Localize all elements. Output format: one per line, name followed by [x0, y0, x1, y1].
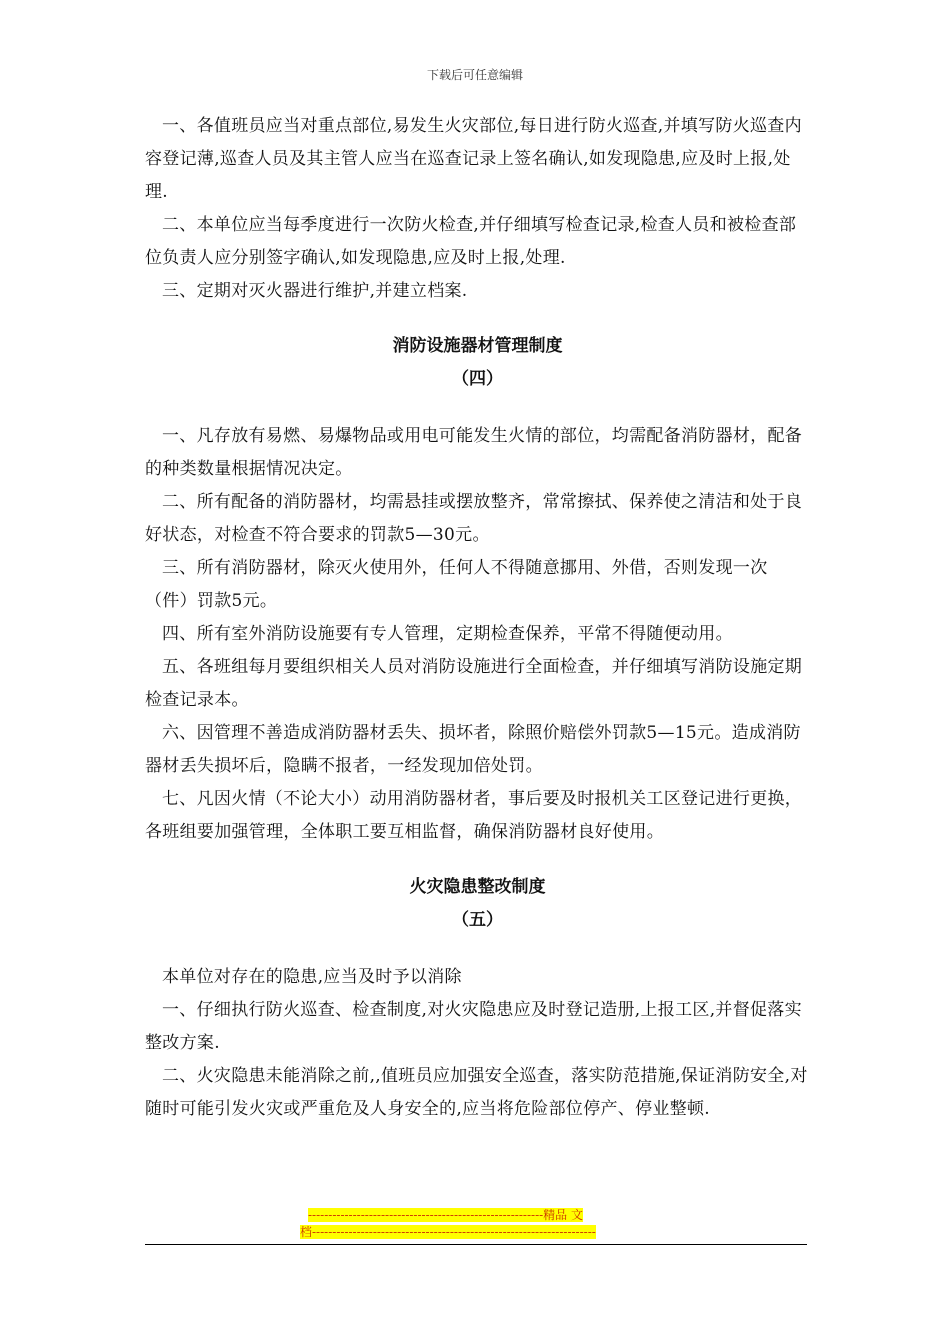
- section-number: （五）: [452, 910, 503, 930]
- paragraph: 二、本单位应当每季度进行一次防火检查,并仔细填写检查记录,检查人员和被检查部位负责人应分别签字确认,如发现隐患,应及时上报,处理.: [145, 215, 797, 268]
- paragraph: 三、定期对灭火器进行维护,并建立档案.: [162, 281, 468, 301]
- section-title: 火灾隐患整改制度: [409, 877, 546, 897]
- section-title: 消防设施器材管理制度: [392, 336, 563, 356]
- paragraph: 一、各值班员应当对重点部位,易发生火灾部位,每日进行防火巡查,并填写防火巡查内容登记薄,巡查人员及其主管人应当在巡查记录上签名确认,如发现隐患,应及时上报,处理.: [145, 116, 802, 202]
- paragraph: 七、凡因火情（不论大小）动用消防器材者，事后要及时报机关工区登记进行更换，各班组要加强管理，全体职工要互相监督，确保消防器材良好使用。: [145, 789, 803, 842]
- section-inspection: [145, 110, 810, 308]
- section-equipment-management: [145, 330, 810, 849]
- page-footer: [300, 1207, 656, 1241]
- footer-line: ----------------------------------------------------------精品 文: [308, 1208, 583, 1222]
- section-hazard-rectification: [145, 871, 810, 1126]
- section-number: （四）: [452, 369, 503, 389]
- page-header: 下载后可任意编辑: [426, 68, 523, 82]
- paragraph: 六、因管理不善造成消防器材丢失、损坏者，除照价赔偿外罚款5—15元。造成消防器材丢失损坏后，隐瞒不报者，一经发现加倍处罚。: [145, 723, 801, 776]
- paragraph: 五、各班组每月要组织相关人员对消防设施进行全面检查，并仔细填写消防设施定期检查记录本。: [145, 657, 803, 710]
- document-body: [145, 110, 810, 1126]
- paragraph: 二、所有配备的消防器材，均需悬挂或摆放整齐，常常擦拭、保养使之清洁和处于良好状态，对检查不符合要求的罚款5—30元。: [145, 492, 803, 545]
- paragraph: 四、所有室外消防设施要有专人管理，定期检查保养，平常不得随便动用。: [162, 624, 733, 644]
- paragraph: 一、凡存放有易燃、易爆物品或用电可能发生火情的部位，均需配备消防器材，配备的种类数量根据情况决定。: [145, 426, 803, 479]
- footer-line: 档----------------------------------------------------------------------: [300, 1225, 596, 1239]
- paragraph: 本单位对存在的隐患,应当及时予以消除: [162, 967, 462, 987]
- paragraph: 三、所有消防器材，除灭火使用外，任何人不得随意挪用、外借，否则发现一次（件）罚款5元。: [145, 558, 768, 611]
- paragraph: 一、仔细执行防火巡查、检查制度,对火灾隐患应及时登记造册,上报工区,并督促落实整改方案.: [145, 1000, 802, 1053]
- footer-divider: [145, 1244, 807, 1245]
- paragraph: 二、火灾隐患未能消除之前,,值班员应加强安全巡查，落实防范措施,保证消防安全,对随时可能引发火灾或严重危及人身安全的,应当将危险部位停产、停业整顿.: [145, 1066, 808, 1119]
